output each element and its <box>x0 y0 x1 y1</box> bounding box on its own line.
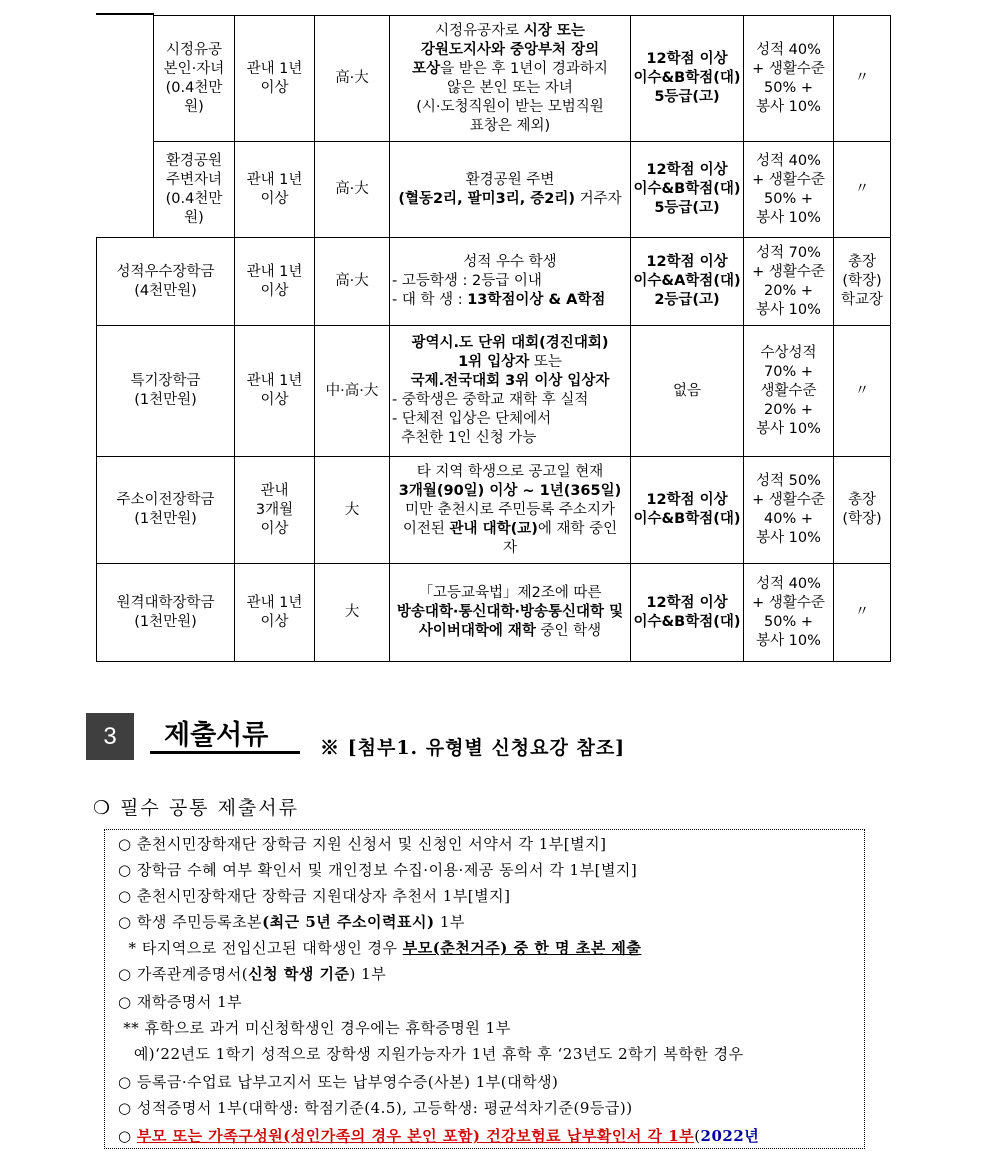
table-row <box>97 16 891 142</box>
school-level-cell: 大 <box>315 564 390 662</box>
grade-requirement-cell: 12학점 이상 이수&B학점(대) 5등급(고) <box>631 16 744 142</box>
school-level-cell: 高·大 <box>315 142 390 238</box>
selection-ratio-cell: 성적 70% + 생활수준 20% + 봉사 10% <box>744 238 834 326</box>
document-list-item: * 타지역으로 전입신고된 대학생인 경우 부모(춘천거주) 중 한 명 초본 제출 <box>118 939 642 957</box>
selection-ratio-cell: 성적 40% + 생활수준 50% + 봉사 10% <box>744 16 834 142</box>
grade-requirement-cell: 12학점 이상 이수&B학점(대) 5등급(고) <box>631 142 744 238</box>
recommender-cell: 〃 <box>834 326 891 457</box>
document-list-item: ○ 장학금 수혜 여부 확인서 및 개인정보 수집·이용·제공 동의서 각 1부[별지] <box>118 861 638 879</box>
scholarship-name-cell: 시정유공 본인·자녀 (0.4천만원) <box>154 16 235 142</box>
document-list-item: ○ 재학증명서 1부 <box>118 993 243 1011</box>
criteria-cell: 광역시.도 단위 대회(경진대회) 1위 입상자 또는 국제.전국대회 3위 이상 입상자 - 중학생은 중학교 재학 후 실적 - 단체전 입상은 단체에서 추천한 1인 신청 가능 <box>390 326 631 457</box>
criteria-cell: 「고등교육법」제2조에 따른 방송대학·통신대학·방송통신대학 및 사이버대학에 재학 중인 학생 <box>390 564 631 662</box>
recommender-cell: 총장 (학장) 학교장 <box>834 238 891 326</box>
recommender-cell: 총장 (학장) <box>834 457 891 564</box>
document-list-item: ○ 학생 주민등록초본(최근 5년 주소이력표시) 1부 <box>118 913 465 931</box>
scholarship-name-cell: 성적우수장학금 (4천만원) <box>97 238 235 326</box>
grade-requirement-cell: 12학점 이상 이수&B학점(대) <box>631 564 744 662</box>
selection-ratio-cell: 성적 40% + 생활수준 50% + 봉사 10% <box>744 142 834 238</box>
scholarship-name-cell: 환경공원 주변자녀 (0.4천만원) <box>154 142 235 238</box>
table-row <box>97 564 891 662</box>
selection-ratio-cell: 성적 50% + 생활수준 40% + 봉사 10% <box>744 457 834 564</box>
document-list-item: ○ 성적증명서 1부(대학생: 학점기준(4.5), 고등학생: 평균석차기준(9등급)) <box>118 1099 633 1117</box>
school-level-cell: 高·大 <box>315 16 390 142</box>
criteria-cell: 시정유공자로 시장 또는 강원도지사와 중앙부처 장의 포상을 받은 후 1년이 경과하지 않은 본인 또는 자녀 (시·도청직원이 받는 모범직원 표창은 제외) <box>390 16 631 142</box>
indent-cell <box>97 142 154 238</box>
grade-requirement-cell: 12학점 이상 이수&B학점(대) <box>631 457 744 564</box>
document-list-item: ○ 가족관계증명서(신청 학생 기준) 1부 <box>118 965 387 983</box>
table-row <box>97 238 891 326</box>
indent-cell <box>97 16 154 142</box>
required-documents-heading: ❍ 필수 공통 제출서류 <box>93 797 299 819</box>
section-reference-note: ※ [첨부1. 유형별 신청요강 참조] <box>320 737 626 759</box>
scholarship-name-cell: 특기장학금 (1천만원) <box>97 326 235 457</box>
school-level-cell: 高·大 <box>315 238 390 326</box>
criteria-cell: 성적 우수 학생 - 고등학생 : 2등급 이내 - 대 학 생 : 13학점이상 & A학점 <box>390 238 631 326</box>
recommender-cell: 〃 <box>834 142 891 238</box>
document-list-item: ○ 등록금·수업료 납부고지서 또는 납부영수증(사본) 1부(대학생) <box>118 1073 559 1091</box>
document-list-item: ○ 부모 또는 가족구성원(성인가족의 경우 본인 포함) 건강보험료 납부확인서 각 1부(2022년 <box>118 1127 760 1145</box>
criteria-cell: 타 지역 학생으로 공고일 현재 3개월(90일) 이상 ~ 1년(365일) 미만 춘천시로 주민등록 주소지가 이전된 관내 대학(교)에 재학 중인 자 <box>390 457 631 564</box>
residency-cell: 관내 3개월 이상 <box>235 457 315 564</box>
school-level-cell: 大 <box>315 457 390 564</box>
residency-cell: 관내 1년 이상 <box>235 326 315 457</box>
section-title: 제출서류 <box>150 714 300 754</box>
criteria-cell: 환경공원 주변 (혈동2리, 팔미3리, 증2리) 거주자 <box>390 142 631 238</box>
document-list-item: 예)‘22년도 1학기 성적으로 장학생 지원가능자가 1년 휴학 후 ‘23년도 2학기 복학한 경우 <box>133 1045 744 1063</box>
document-list-item: ○ 춘천시민장학재단 장학금 지원대상자 추천서 1부[별지] <box>118 887 511 905</box>
residency-cell: 관내 1년 이상 <box>235 238 315 326</box>
grade-requirement-cell: 12학점 이상 이수&A학점(대) 2등급(고) <box>631 238 744 326</box>
table-row <box>97 142 891 238</box>
document-list-item: ** 휴학으로 과거 미신청학생인 경우에는 휴학증명원 1부 <box>118 1019 511 1037</box>
recommender-cell: 〃 <box>834 564 891 662</box>
grade-requirement-cell: 없음 <box>631 326 744 457</box>
scholarship-table <box>96 15 891 662</box>
scholarship-name-cell: 원격대학장학금 (1천만원) <box>97 564 235 662</box>
residency-cell: 관내 1년 이상 <box>235 564 315 662</box>
selection-ratio-cell: 수상성적 70% + 생활수준 20% + 봉사 10% <box>744 326 834 457</box>
selection-ratio-cell: 성적 40% + 생활수준 50% + 봉사 10% <box>744 564 834 662</box>
section-number-box: 3 <box>86 713 134 760</box>
document-list-item: ○ 춘천시민장학재단 장학금 지원 신청서 및 신청인 서약서 각 1부[별지] <box>118 835 607 853</box>
table-row <box>97 326 891 457</box>
scholarship-name-cell: 주소이전장학금 (1천만원) <box>97 457 235 564</box>
recommender-cell: 〃 <box>834 16 891 142</box>
residency-cell: 관내 1년 이상 <box>235 16 315 142</box>
table-row <box>97 457 891 564</box>
residency-cell: 관내 1년 이상 <box>235 142 315 238</box>
school-level-cell: 中·高·大 <box>315 326 390 457</box>
